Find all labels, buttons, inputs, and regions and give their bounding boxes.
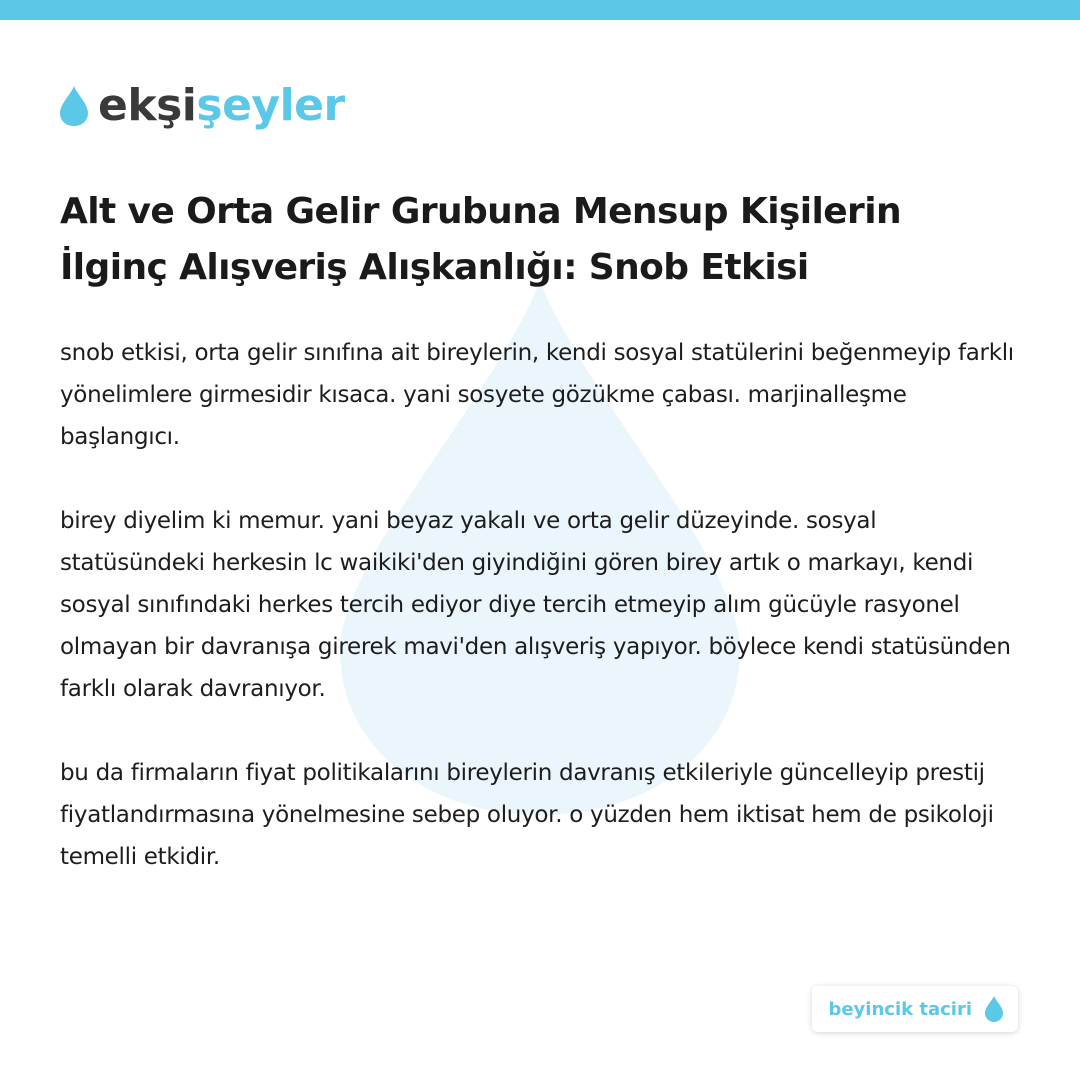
article-paragraph: snob etkisi, orta gelir sınıfına ait bireylerin, kendi sosyal statülerini beğenmeyip farklı yönelimlere girmesidir kısaca. yani sosyete gözükme çabası. marjinalleşme başlangıcı. <box>60 340 1014 450</box>
logo-text-seyler: şeyler <box>196 80 345 131</box>
article-paragraph: bu da firmaların fiyat politikalarını bireylerin davranış etkileriyle güncelleyip prestij fiyatlandırmasına yönelmesine sebep oluyor. o yüzden hem iktisat hem de psikoloji temelli etkidir. <box>60 760 994 870</box>
article-title: Alt ve Orta Gelir Grubuna Mensup Kişilerin İlginç Alışveriş Alışkanlığı: Snob Etkisi <box>60 191 901 288</box>
water-drop-icon <box>58 84 90 128</box>
article-paragraph: birey diyelim ki memur. yani beyaz yakalı ve orta gelir düzeyinde. sosyal statüsündeki herkesin lc waikiki'den giyindiğini gören birey artık o markayı, kendi sosyal sınıfındaki herkes tercih ediyor diye tercih etmeyip alım gücüyle rasyonel olmayan bir davranışa girerek mavi'den alışveriş yapıyor. böylece kendi statüsünden farklı olarak davranıyor. <box>60 508 1011 702</box>
article-body <box>60 332 1020 920</box>
author-name: beyincik taciri <box>828 998 972 1020</box>
author-badge[interactable] <box>812 986 1018 1032</box>
eksiseyler-logo[interactable] <box>58 78 345 134</box>
top-accent-bar <box>0 0 1080 20</box>
logo-text-eksi: ekşi <box>98 80 197 131</box>
logo-text <box>98 78 345 134</box>
water-drop-icon <box>984 995 1004 1023</box>
